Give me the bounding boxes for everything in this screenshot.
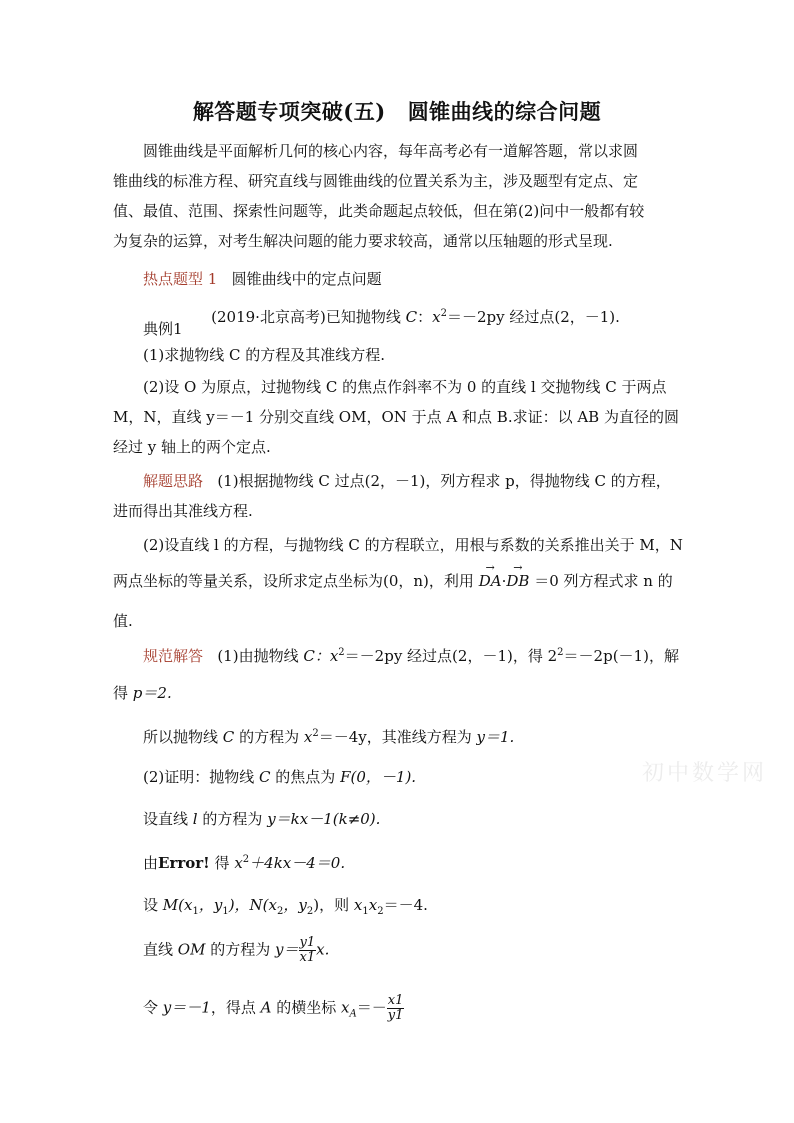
superscript: 2	[242, 854, 250, 865]
example-eq-lhs: x	[432, 308, 441, 326]
solution-math: x	[368, 896, 378, 914]
solution-text: ＝－	[356, 998, 387, 1017]
solution-text: 的方程为	[210, 940, 271, 959]
watermark: 初中数学网	[642, 761, 768, 786]
superscript: 2	[338, 647, 345, 658]
fraction	[387, 994, 405, 1023]
fraction	[299, 936, 317, 965]
solution-text: 直线	[143, 940, 174, 959]
fraction-numerator: x1	[387, 993, 404, 1008]
solution-text: ＝－4y，其准线方程为	[318, 728, 472, 746]
solution-text: 的横坐标	[276, 998, 337, 1017]
solution-text: ，得点	[210, 998, 256, 1017]
section-title: 圆锥曲线中的定点问题	[231, 270, 382, 288]
solution-text: 设直线	[143, 810, 189, 828]
question-2-line: 经过 y 轴上的两个定点.	[113, 438, 271, 456]
thinking-text: (2)设直线 l 的方程，与抛物线 C 的方程联立，用根与系数的关系推出关于 M，N	[143, 536, 683, 554]
solution-math: C	[222, 728, 235, 746]
subscript: 1	[192, 906, 199, 917]
subscript: 2	[377, 906, 384, 917]
solution-math: C：x	[303, 647, 339, 665]
page-title	[0, 96, 794, 126]
solution-line	[143, 808, 380, 829]
subscript: A	[349, 1008, 357, 1020]
superscript: 2	[312, 728, 319, 739]
error-field: Error!	[158, 854, 210, 872]
thinking-text: ＝0 列方程式求 n 的	[534, 572, 673, 590]
question-1: (1)求抛物线 C 的方程及其准线方程.	[143, 346, 386, 364]
solution-math: C	[259, 768, 271, 786]
solution-text: 由	[143, 854, 159, 872]
title-main: 解答题专项突破(五)	[192, 99, 386, 124]
solution-math: y＝－1	[162, 998, 211, 1017]
solution-math: ，y	[283, 896, 307, 914]
solution-text: 所以抛物线	[143, 728, 219, 746]
intro-line: 为复杂的运算，对考生解决问题的能力要求较高，通常以压轴题的形式呈现.	[113, 232, 613, 250]
thinking-line	[143, 470, 671, 491]
thinking-text: 值.	[113, 612, 133, 630]
solution-math: x	[234, 854, 243, 872]
thinking-label: 解题思路	[143, 472, 204, 490]
solution-math: x	[353, 896, 363, 914]
solution-text: 得	[214, 854, 230, 872]
solution-math: x	[303, 728, 313, 746]
vector-db: → DB	[506, 572, 529, 590]
solution-line	[143, 894, 428, 917]
solution-text: 令	[143, 998, 159, 1017]
solution-line	[143, 994, 404, 1023]
solution-math: y＝	[275, 940, 299, 959]
thinking-line: 两点坐标的等量关系，设所求定点坐标为(0，n)，利用 → DA·→ DB ＝0 列方程式求 n 的	[113, 570, 673, 591]
example-label: 典例1	[143, 320, 183, 338]
fraction-numerator: y1	[299, 935, 316, 950]
solution-text: 的焦点为	[275, 768, 336, 786]
solution-text: 设	[143, 896, 159, 914]
section-heading	[143, 268, 382, 289]
subscript: 2	[306, 906, 314, 917]
solution-math: ，y	[198, 896, 223, 914]
intro-line: 圆锥曲线是平面解析几何的核心内容，每年高考必有一道解答题，常以求圆	[143, 142, 639, 160]
solution-math: p＝2.	[132, 684, 172, 702]
solution-math: )，N(x	[228, 896, 277, 914]
fraction-denominator: y1	[387, 1008, 404, 1023]
question-2-line: M，N，直线 y＝－1 分别交直线 OM，ON 于点 A 和点 B.求证：以 AB 为直径的圆	[113, 408, 679, 426]
thinking-text: (1)根据抛物线 C 过点(2，－1)，列方程求 p，得抛物线 C 的方程，	[217, 472, 671, 490]
solution-math: F(0，－1).	[340, 768, 417, 786]
solution-text: (2)证明：抛物线	[143, 768, 255, 786]
solution-text: )，则	[313, 896, 350, 914]
solution-line	[113, 682, 172, 703]
intro-paragraph	[113, 136, 678, 256]
subscript: 1	[222, 906, 229, 917]
question-2-line: (2)设 O 为原点，过抛物线 C 的焦点作斜率不为 0 的直线 l 交抛物线 C 于两点	[143, 378, 667, 396]
solution-text: 得	[113, 684, 129, 702]
thinking-text: 两点坐标的等量关系，设所求定点坐标为(0，n)，利用	[113, 572, 474, 590]
solution-math: x	[341, 998, 350, 1017]
example-eq-rhs: ＝－2py	[446, 308, 505, 326]
fraction-denominator: x1	[299, 950, 316, 965]
solution-text: (1)由抛物线	[217, 647, 299, 665]
solution-line	[143, 852, 345, 873]
solution-math: ＋4kx－4＝0.	[249, 854, 346, 872]
example-source: (2019·北京高考)	[211, 308, 326, 326]
solution-line	[143, 936, 329, 965]
example-curve: C	[405, 308, 418, 326]
solution-math: l	[192, 810, 198, 828]
solution-math: OM	[177, 940, 206, 959]
title-sub: 圆锥曲线的综合问题	[407, 99, 602, 124]
solution-line	[143, 766, 416, 787]
intro-line: 值、最值、范围、探索性问题等，此类命题起点较低，但在第(2)问中一般都有较	[113, 202, 645, 220]
example-stem: 典例1 (2019·北京高考)已知抛物线 C：$x^2=-2py$ 经过点(2，－1).	[143, 308, 620, 338]
solution-label: 规范解答	[143, 647, 204, 665]
solution-math: y＝kx－1(k≠0).	[267, 810, 381, 828]
solution-line	[143, 726, 514, 747]
superscript: 2	[557, 647, 564, 658]
intro-line: 锥曲线的标准方程、研究直线与圆锥曲线的位置关系为主，涉及题型有定点、定	[113, 172, 639, 190]
solution-math: A	[260, 998, 272, 1017]
thinking-text: 进而得出其准线方程.	[113, 502, 253, 520]
example-stem-text: 经过点(2，－1).	[509, 308, 620, 326]
solution-text: ＝－4.	[383, 896, 428, 914]
example-stem-text: 已知抛物线	[325, 308, 401, 326]
solution-text: ＝－2py 经过点(2，－1)，得 2	[344, 647, 558, 665]
solution-text: 的方程为	[202, 810, 263, 828]
solution-text: 的方程为	[239, 728, 300, 746]
solution-math: x.	[316, 940, 330, 959]
vector-da: → DA	[479, 572, 502, 590]
solution-math: y＝1.	[476, 728, 515, 746]
section-label: 热点题型 1	[143, 270, 218, 288]
solution-line	[143, 645, 679, 666]
solution-math: M(x	[162, 896, 193, 914]
subscript: 2	[277, 906, 284, 917]
solution-text: ＝－2p(－1)，解	[563, 647, 679, 665]
superscript: 2	[440, 308, 447, 319]
subscript: 1	[362, 906, 369, 917]
